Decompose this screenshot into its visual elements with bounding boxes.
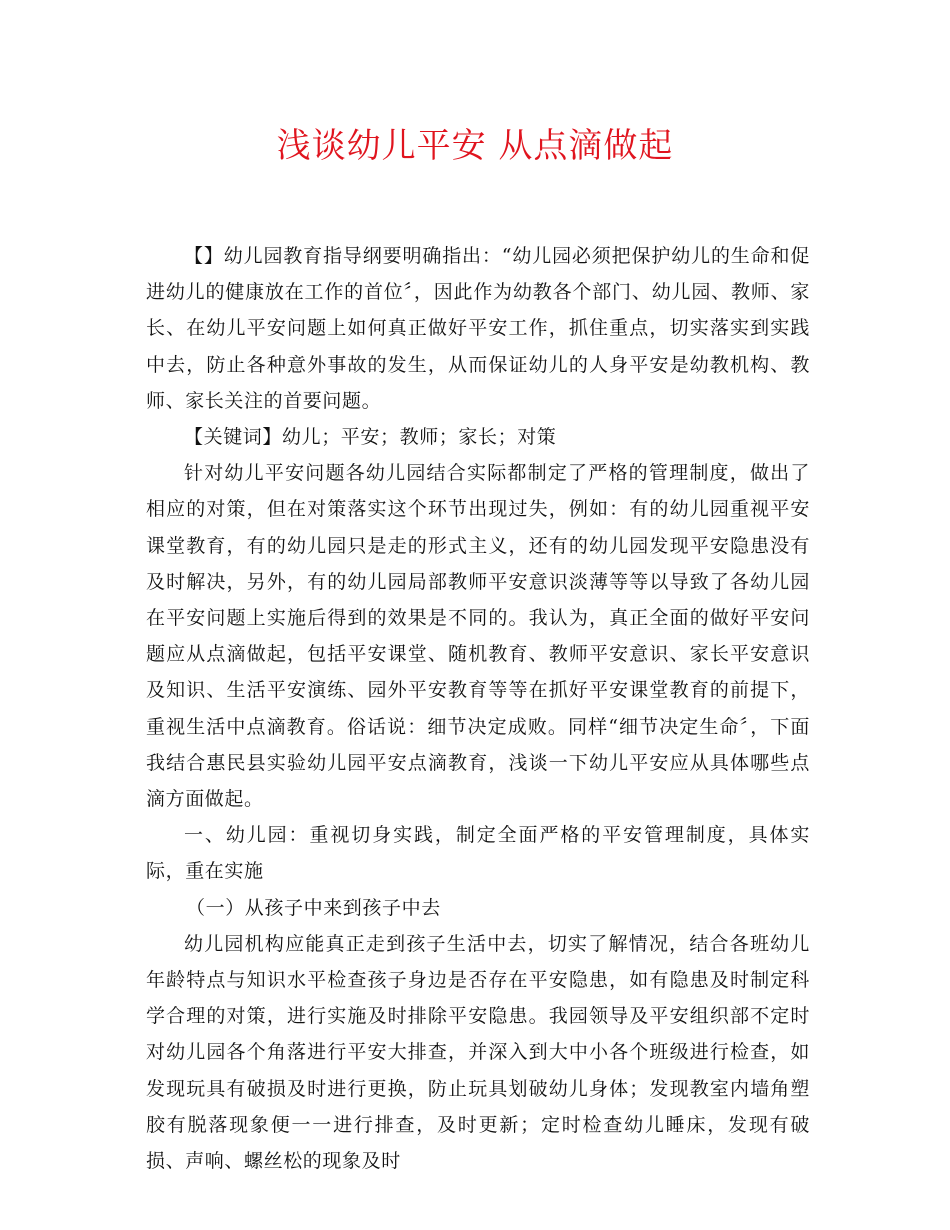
keywords-paragraph: 【关键词】幼儿；平安；教师；家长；对策 <box>184 426 557 449</box>
body-paragraph: 幼儿园机构应能真正走到孩子生活中去，切实了解情况，结合各班幼儿年龄特点与知识水平检查孩子身边是否存在平安隐患，如有隐患及时制定科学合理的对策，进行实施及时排除平安隐患。我园领导及平安组织部不定时对幼儿园各个角落进行平安大排查，并深入到大中小各个班级进行检查，如发现玩具有破损及时进行更换，防止玩具划破幼儿身体；发现教室内墙角塑胶有脱落现象便一一进行排查，及时更新；定时检查幼儿睡床，发现有破损、声响、螺丝松的现象及时 <box>146 932 810 1173</box>
subsection-heading: （一）从孩子中来到孩子中去 <box>186 896 441 919</box>
section-heading: 一、幼儿园：重视切身实践，制定全面严格的平安管理制度，具体实际，重在实施 <box>146 824 810 883</box>
body-paragraph: 针对幼儿平安问题各幼儿园结合实际都制定了严格的管理制度，做出了相应的对策，但在对策落实这个环节出现过失，例如：有的幼儿园重视平安课堂教育，有的幼儿园只是走的形式主义，还有的幼儿园发现平安隐患没有及时解决，另外，有的幼儿园局部教师平安意识淡薄等等以导致了各幼儿园在平安问题上实施后得到的效果是不同的。我认为，真正全面的做好平安问题应从点滴做起，包括平安课堂、随机教育、教师平安意识、家长平安意识及知识、生活平安演练、园外平安教育等等在抓好平安课堂教育的前提下，重视生活中点滴教育。俗话说：细节决定成败。同样“细节决定生命〞，下面我结合惠民县实验幼儿园平安点滴教育，浅谈一下幼儿平安应从具体哪些点滴方面做起。 <box>146 462 810 811</box>
abstract-paragraph: 【】幼儿园教育指导纲要明确指出：“幼儿园必须把保护幼儿的生命和促进幼儿的健康放在工作的首位〞，因此作为幼教各个部门、幼儿园、教师、家长、在幼儿平安问题上如何真正做好平安工作，抓住重点，切实落实到实践中去，防止各种意外事故的发生，从而保证幼儿的人身平安是幼教机构、教师、家长关注的首要问题。 <box>146 245 810 412</box>
document-body <box>146 238 810 1179</box>
document-title: 浅谈幼儿平安 从点滴做起 <box>276 126 674 166</box>
